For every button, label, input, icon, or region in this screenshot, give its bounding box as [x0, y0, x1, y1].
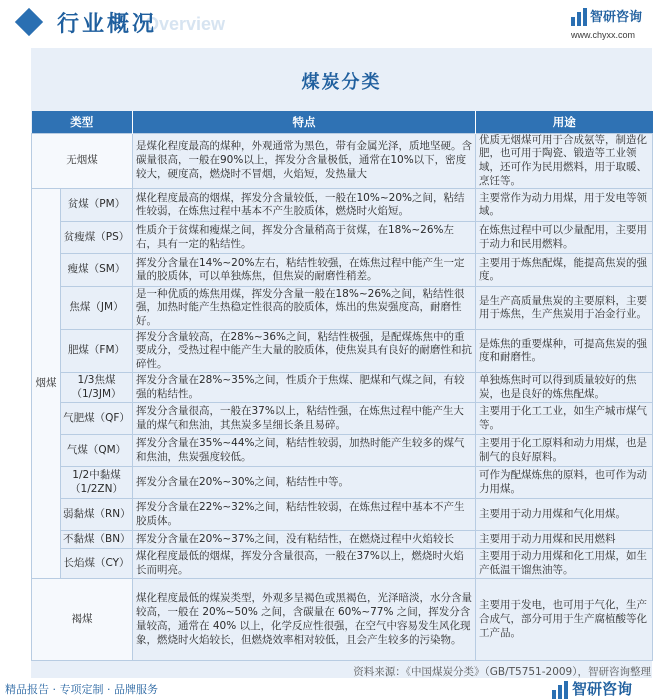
diamond-icon — [15, 8, 43, 36]
bar-chart-icon — [552, 681, 568, 699]
subtype-cell: 长焰煤（CY） — [61, 549, 133, 579]
table-row — [32, 467, 653, 499]
feature-cell: 挥发分含量在28%~35%之间，性质介于焦煤、肥煤和气煤之间，有较强的粘结性。 — [133, 373, 476, 403]
subtype-cell: 贫瘦煤（PS） — [61, 222, 133, 254]
feature-cell: 挥发分含量在22%~32%之间，粘结性较弱，在炼焦过程中基本不产生胶质体。 — [133, 499, 476, 531]
footer-tagline: 精品报告 · 专项定制 · 品牌服务 — [5, 683, 158, 696]
subtype-cell: 1/2中黏煤（1/2ZN） — [61, 467, 133, 499]
category-cell: 无烟煤 — [32, 133, 133, 189]
usage-cell: 单独炼焦时可以得到质量较好的焦炭，也是良好的炼焦配煤。 — [476, 373, 653, 403]
usage-cell: 在炼焦过程中可以少量配用，主要用于动力和民用燃料。 — [476, 222, 653, 254]
source-note: 资料来源：《中国煤炭分类》（GB/T5751-2009），智研咨询整理 — [353, 666, 651, 678]
table-row — [32, 254, 653, 287]
feature-cell: 煤化程度最低的烟煤，挥发分含量很高，一般在37%以上，燃烧时火焰长而明亮。 — [133, 549, 476, 579]
feature-cell: 挥发分含量较高，在28%~36%之间，粘结性极强，是配煤炼焦中的重要成分，受热过程中能产生大量的胶质体，使焦炭具有良好的耐磨性和抗碎性。 — [133, 330, 476, 373]
usage-cell: 主要常作为动力用煤，用于发电等领域。 — [476, 189, 653, 222]
coal-classification-table — [31, 111, 653, 661]
usage-cell: 主要用于炼焦配煤，能提高焦炭的强度。 — [476, 254, 653, 287]
feature-cell: 是一种优质的炼焦用煤，挥发分含量一般在18%~26%之间，粘结性很强，加热时能产生热稳定性很高的胶质体，炼出的焦炭强度高，耐磨性好。 — [133, 287, 476, 330]
usage-cell: 主要用于化工原料和动力用煤，也是制气的良好原料。 — [476, 435, 653, 467]
feature-cell: 挥发分含量在20%~30%之间，粘结性中等。 — [133, 467, 476, 499]
footer-logo — [552, 678, 657, 700]
feature-cell: 挥发分含量在35%~44%之间，粘结性较弱，加热时能产生较多的煤气和焦油，焦炭强度较低。 — [133, 435, 476, 467]
logo-url: www.chyxx.com — [571, 30, 636, 40]
category-cell: 褐煤 — [32, 579, 133, 661]
usage-cell: 是生产高质量焦炭的主要原料，主要用于炼焦，生产焦炭用于冶金行业。 — [476, 287, 653, 330]
group-cell: 烟煤 — [32, 189, 61, 579]
page-header — [0, 0, 661, 48]
table-row — [32, 403, 653, 435]
table-row — [32, 373, 653, 403]
table-row — [32, 222, 653, 254]
subtype-cell: 焦煤（JM） — [61, 287, 133, 330]
usage-cell: 主要用于动力用煤和气化用煤。 — [476, 499, 653, 531]
header-type: 类型 — [32, 111, 133, 133]
usage-cell: 优质无烟煤可用于合成氨等，制造化肥，也可用于陶瓷、锻造等工业领域，还可作为民用燃料，用于取暖、烹饪等。 — [476, 133, 653, 189]
feature-cell: 挥发分含量很高，一般在37%以上，粘结性强，在炼焦过程中能产生大量的煤气和焦油，其焦炭多呈细长条且易碎。 — [133, 403, 476, 435]
usage-cell: 主要用于动力用煤和民用燃料 — [476, 531, 653, 549]
footer-logo-name: 智研咨询 — [572, 680, 633, 698]
feature-cell: 挥发分含量在20%~37%之间，没有粘结性，在燃烧过程中火焰较长 — [133, 531, 476, 549]
logo-name: 智研咨询 — [590, 10, 643, 25]
feature-cell: 性质介于贫煤和瘦煤之间，挥发分含量稍高于贫煤，在18%~26%左右，具有一定的粘结性。 — [133, 222, 476, 254]
usage-cell: 主要用于发电，也可用于气化，生产合成气，部分可用于生产腐植酸等化工产品。 — [476, 579, 653, 661]
usage-cell: 主要用于动力用煤和化工用煤，如生产低温干馏焦油等。 — [476, 549, 653, 579]
feature-cell: 是煤化程度最高的煤种，外观通常为黑色，带有金属光泽，质地坚硬。含碳量很高，一般在90%以上，挥发分含量极低，通常在10%以下，密度较大，硬度高，燃烧时不冒烟，火焰短，发热量大 — [133, 133, 476, 189]
subtype-cell: 气煤（QM） — [61, 435, 133, 467]
subtype-cell: 瘦煤（SM） — [61, 254, 133, 287]
feature-cell: 煤化程度最高的烟煤，挥发分含量较低，一般在10%~20%之间，粘结性较弱，在炼焦过程中基本不产生胶质体，燃烧时火焰短。 — [133, 189, 476, 222]
bar-chart-icon — [571, 8, 587, 26]
subtype-cell: 不黏煤（BN） — [61, 531, 133, 549]
header-title: 行业概况 — [57, 12, 158, 37]
table-row — [32, 549, 653, 579]
page-footer — [0, 678, 661, 700]
content-panel — [31, 48, 652, 678]
header-feature: 特点 — [133, 111, 476, 133]
table-row — [32, 531, 653, 549]
brand-logo — [571, 6, 651, 44]
panel-title: 煤炭分类 — [301, 72, 382, 93]
usage-cell: 可作为配煤炼焦的原料，也可作为动力用煤。 — [476, 467, 653, 499]
feature-cell: 煤化程度最低的煤炭类型，外观多呈褐色或黑褐色，光泽暗淡，水分含量较高，一般在 20%~50% 之间，含碳量在 60%~77% 之间，挥发分含量较高，通常在 40% 以上，化学反应性很强，在空气中容易发生风化现象，燃烧时火焰较长，但燃烧效率相对较低，且会产生较多的污染物。 — [133, 579, 476, 661]
table-row — [32, 435, 653, 467]
subtype-cell: 肥煤（FM） — [61, 330, 133, 373]
usage-cell: 主要用于化工工业，如生产城市煤气等。 — [476, 403, 653, 435]
table-row — [32, 330, 653, 373]
table-row — [32, 499, 653, 531]
subtype-cell: 1/3焦煤（1/3JM） — [61, 373, 133, 403]
table-header-row — [32, 111, 653, 133]
table-row — [32, 287, 653, 330]
header-usage: 用途 — [476, 111, 653, 133]
subtype-cell: 气肥煤（QF） — [61, 403, 133, 435]
subtype-cell: 贫煤（PM） — [61, 189, 133, 222]
usage-cell: 是炼焦的重要煤种，可提高焦炭的强度和耐磨性。 — [476, 330, 653, 373]
feature-cell: 挥发分含量在14%~20%左右，粘结性较强，在炼焦过程中能产生一定量的胶质体，可以单独炼焦，但焦炭的耐磨性稍差。 — [133, 254, 476, 287]
table-row — [32, 579, 653, 661]
table-row — [32, 133, 653, 189]
header-subtitle: Overview — [145, 14, 226, 34]
table-row — [32, 189, 653, 222]
subtype-cell: 弱黏煤（RN） — [61, 499, 133, 531]
